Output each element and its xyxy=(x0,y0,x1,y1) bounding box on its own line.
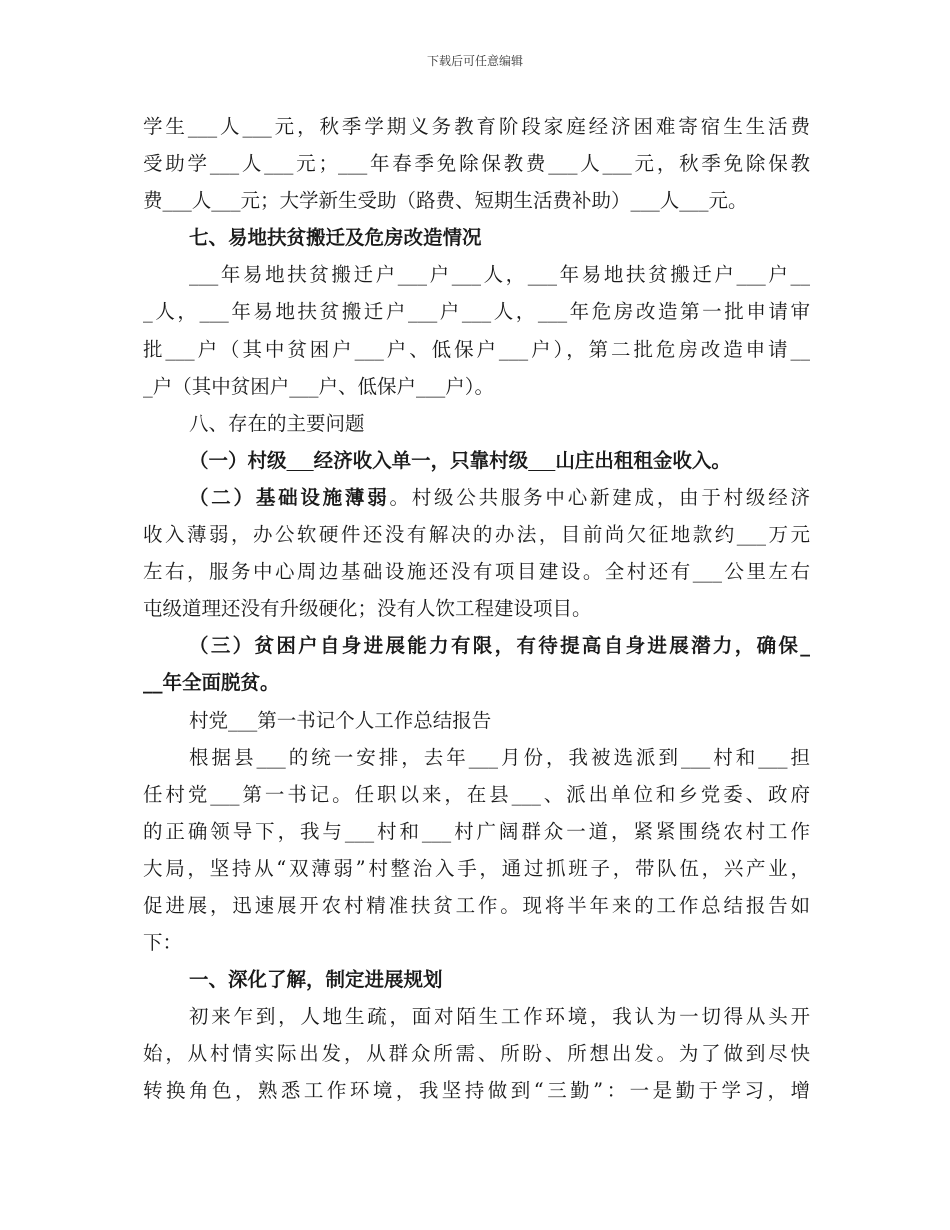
problem-3-line-2: __年全面脱贫。 xyxy=(143,671,280,695)
paragraph-line: 屯级道理还没有升级硬化；没有人饮工程建设项目。 xyxy=(143,597,592,621)
problem-1-part-a: （一）村级 xyxy=(189,448,287,472)
paragraph-line: 收入薄弱，办公软硬件还没有解决的办法，目前尚欠征地款约___万元 xyxy=(143,523,810,547)
problem-1-part-c: 山庄出租租金收入。 xyxy=(555,448,731,472)
paragraph-line: 促进展，迅速展开农村精准扶贫工作。现将半年来的工作总结报告如 xyxy=(143,893,810,917)
report-title: 村党___第一书记个人工作总结报告 xyxy=(189,708,492,732)
paragraph-line: 的正确领导下，我与___村和___村广阔群众一道，紧紧围绕农村工作 xyxy=(143,819,810,843)
paragraph-line: 初来乍到，人地生疏，面对陌生工作环境，我认为一切得从头开 xyxy=(189,1005,810,1029)
problem-3-line-1: （三）贫困户自身进展能力有限，有待提高自身进展潜力，确保_ xyxy=(189,634,810,658)
paragraph-line: 受助学___人___元；___年春季免除保教费___人___元，秋季免除保教 xyxy=(143,152,810,176)
paragraph-line: 转换角色，熟悉工作环境，我坚持做到“三勤”：一是勤于学习，增 xyxy=(143,1079,810,1103)
problem-2-line-1 xyxy=(143,479,810,516)
problem-1 xyxy=(143,442,810,479)
paragraph-line: 学生___人___元，秋季学期义务教育阶段家庭经济困难寄宿生生活费 xyxy=(143,115,810,138)
blank-line xyxy=(287,449,314,472)
page-header: 下载后可任意编辑 xyxy=(426,54,523,68)
paragraph-line: 下： xyxy=(143,931,183,955)
paragraph-line: 任村党___第一书记。任职以来，在县___、派出单位和乡党委、政府 xyxy=(143,782,810,806)
problem-2-text: 。村级公共服务中心新建成，由于村级经济 xyxy=(389,485,810,509)
paragraph-line: 批___户（其中贫困户___户、低保户___户），第二批危房改造申请__ xyxy=(143,337,810,361)
paragraph-line: 大局，坚持从“双薄弱”村整治入手，通过抓班子，带队伍，兴产业， xyxy=(143,856,810,880)
problem-2-heading: （二）基础设施薄弱 xyxy=(189,485,390,509)
paragraph-line: 根据县___的统一安排，去年___月份，我被选派到___村和___担 xyxy=(189,745,810,769)
blank-line xyxy=(528,449,555,472)
paragraph-line: 费___人___元；大学新生受助（路费、短期生活费补助）___人___元。 xyxy=(143,189,748,213)
paragraph-line: ___年易地扶贫搬迁户___户___人，___年易地扶贫搬迁户___户__ xyxy=(189,263,810,287)
document-body xyxy=(143,108,810,1110)
section-heading-1: 一、深化了解，制定进展规划 xyxy=(189,968,443,992)
paragraph-line: 始，从村情实际出发，从群众所需、所盼、所想出发。为了做到尽快 xyxy=(143,1042,810,1066)
paragraph-line: _户（其中贫困户___户、低保户___户）。 xyxy=(143,374,495,398)
paragraph-line: 左右，服务中心周边基础设施还没有项目建设。全村还有___公里左右 xyxy=(143,560,810,584)
paragraph-line: _人，___年易地扶贫搬迁户___户___人，___年危房改造第一批申请审 xyxy=(143,300,810,324)
section-heading-7: 七、易地扶贫搬迁及危房改造情况 xyxy=(189,226,482,250)
section-heading-8: 八、存在的主要问题 xyxy=(189,411,365,435)
problem-1-part-b: 经济收入单一，只靠村级 xyxy=(313,448,529,472)
